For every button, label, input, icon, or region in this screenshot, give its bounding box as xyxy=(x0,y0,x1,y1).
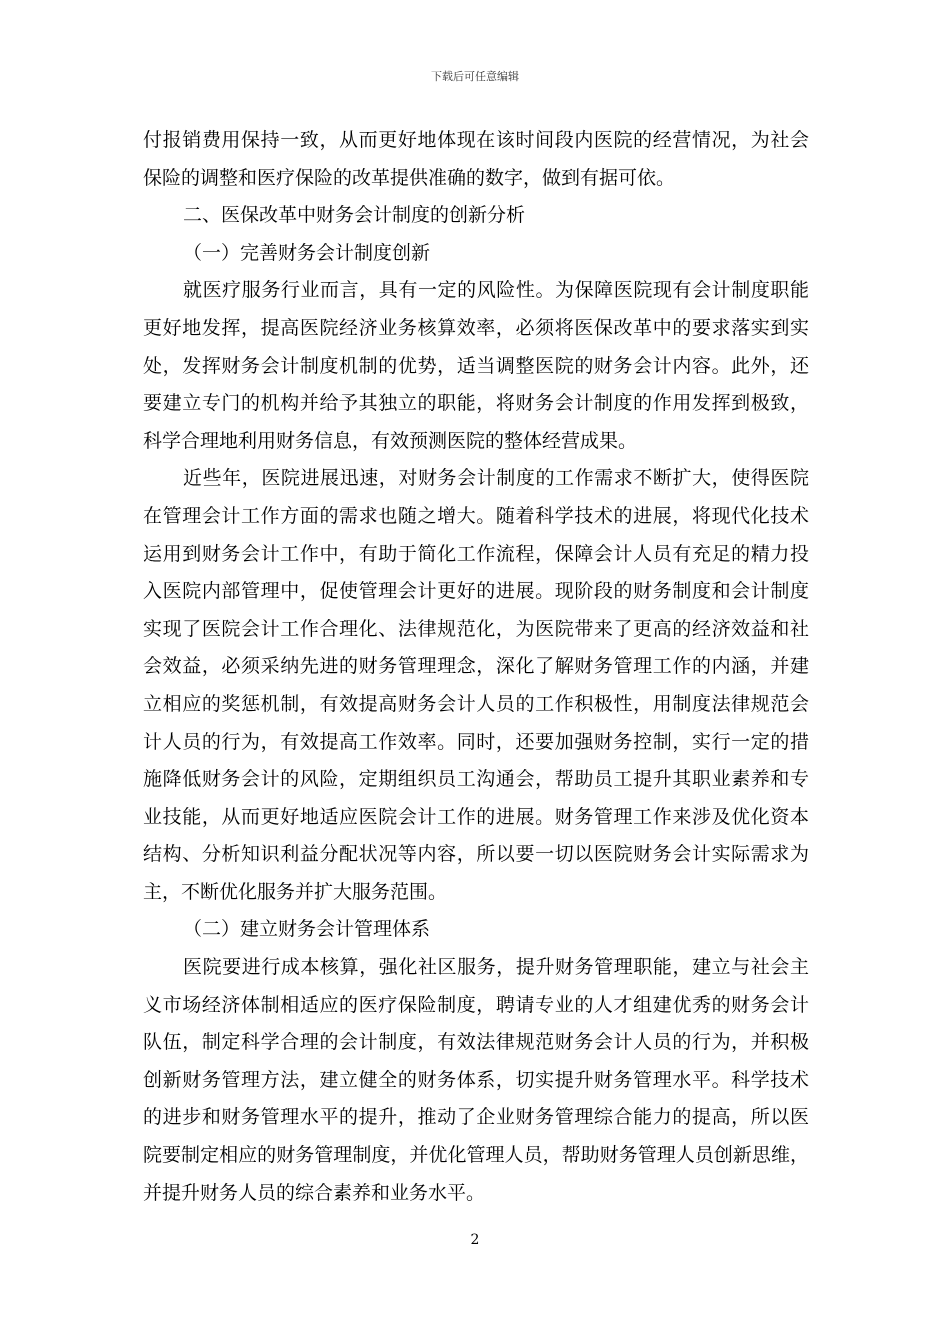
text-line: 结构、分析知识利益分配状况等内容，所以要一切以医院财务会计实际需求为 xyxy=(143,843,809,866)
text-line: 在管理会计工作方面的需求也随之增大。随着科学技术的进展，将现代化技术 xyxy=(143,504,809,527)
text-line: 保险的调整和医疗保险的改革提供准确的数字，做到有据可依。 xyxy=(143,166,676,189)
text-line: 立相应的奖惩机制，有效提高财务会计人员的工作积极性，用制度法律规范会 xyxy=(143,692,809,715)
text-line: 业技能，从而更好地适应医院会计工作的进展。财务管理工作来涉及优化资本 xyxy=(143,805,809,828)
text-line: 实现了医院会计工作合理化、法律规范化，为医院带来了更高的经济效益和社 xyxy=(143,617,809,640)
text-line: 主，不断优化服务并扩大服务范围。 xyxy=(143,880,448,903)
text-line: 会效益，必须采纳先进的财务管理理念，深化了解财务管理工作的内涵，并建 xyxy=(143,655,809,678)
text-line: 并提升财务人员的综合素养和业务水平。 xyxy=(143,1181,486,1204)
text-line: 医院要进行成本核算，强化社区服务，提升财务管理职能，建立与社会主 xyxy=(183,956,809,979)
document-body xyxy=(143,122,809,1212)
text-line: 科学合理地利用财务信息，有效预测医院的整体经营成果。 xyxy=(143,429,638,452)
text-line: 入医院内部管理中，促使管理会计更好的进展。现阶段的财务制度和会计制度 xyxy=(143,580,809,603)
page-number: 2 xyxy=(470,1232,480,1248)
page-header: 下载后可任意编辑 xyxy=(431,70,519,83)
text-line: 处，发挥财务会计制度机制的优势，适当调整医院的财务会计内容。此外，还 xyxy=(143,354,809,377)
text-line: 施降低财务会计的风险，定期组织员工沟通会，帮助员工提升其职业素养和专 xyxy=(143,768,809,791)
text-line: 要建立专门的机构并给予其独立的职能，将财务会计制度的作用发挥到极致， xyxy=(143,392,809,415)
text-line: 付报销费用保持一致，从而更好地体现在该时间段内医院的经营情况，为社会 xyxy=(143,129,809,151)
text-line: 队伍，制定科学合理的会计制度，有效法律规范财务会计人员的行为，并积极 xyxy=(143,1031,809,1054)
text-line: 近些年，医院进展迅速，对财务会计制度的工作需求不断扩大，使得医院 xyxy=(183,467,809,490)
text-line: （二）建立财务会计管理体系 xyxy=(183,918,431,941)
text-line: 创新财务管理方法，建立健全的财务体系，切实提升财务管理水平。科学技术 xyxy=(143,1068,809,1091)
text-line: 的进步和财务管理水平的提升，推动了企业财务管理综合能力的提高，所以医 xyxy=(143,1106,809,1129)
text-line: 计人员的行为，有效提高工作效率。同时，还要加强财务控制，实行一定的措 xyxy=(143,730,809,753)
text-line: 院要制定相应的财务管理制度，并优化管理人员，帮助财务管理人员创新思维， xyxy=(143,1144,809,1167)
text-line: 二、医保改革中财务会计制度的创新分析 xyxy=(183,204,526,227)
text-line: （一）完善财务会计制度创新 xyxy=(183,241,431,264)
text-line: 就医疗服务行业而言，具有一定的风险性。为保障医院现有会计制度职能 xyxy=(183,279,809,302)
text-line: 更好地发挥，提高医院经济业务核算效率，必须将医保改革中的要求落实到实 xyxy=(143,316,809,339)
text-line: 运用到财务会计工作中，有助于简化工作流程，保障会计人员有充足的精力投 xyxy=(143,542,809,565)
text-line: 义市场经济体制相适应的医疗保险制度，聘请专业的人才组建优秀的财务会计 xyxy=(143,993,809,1016)
